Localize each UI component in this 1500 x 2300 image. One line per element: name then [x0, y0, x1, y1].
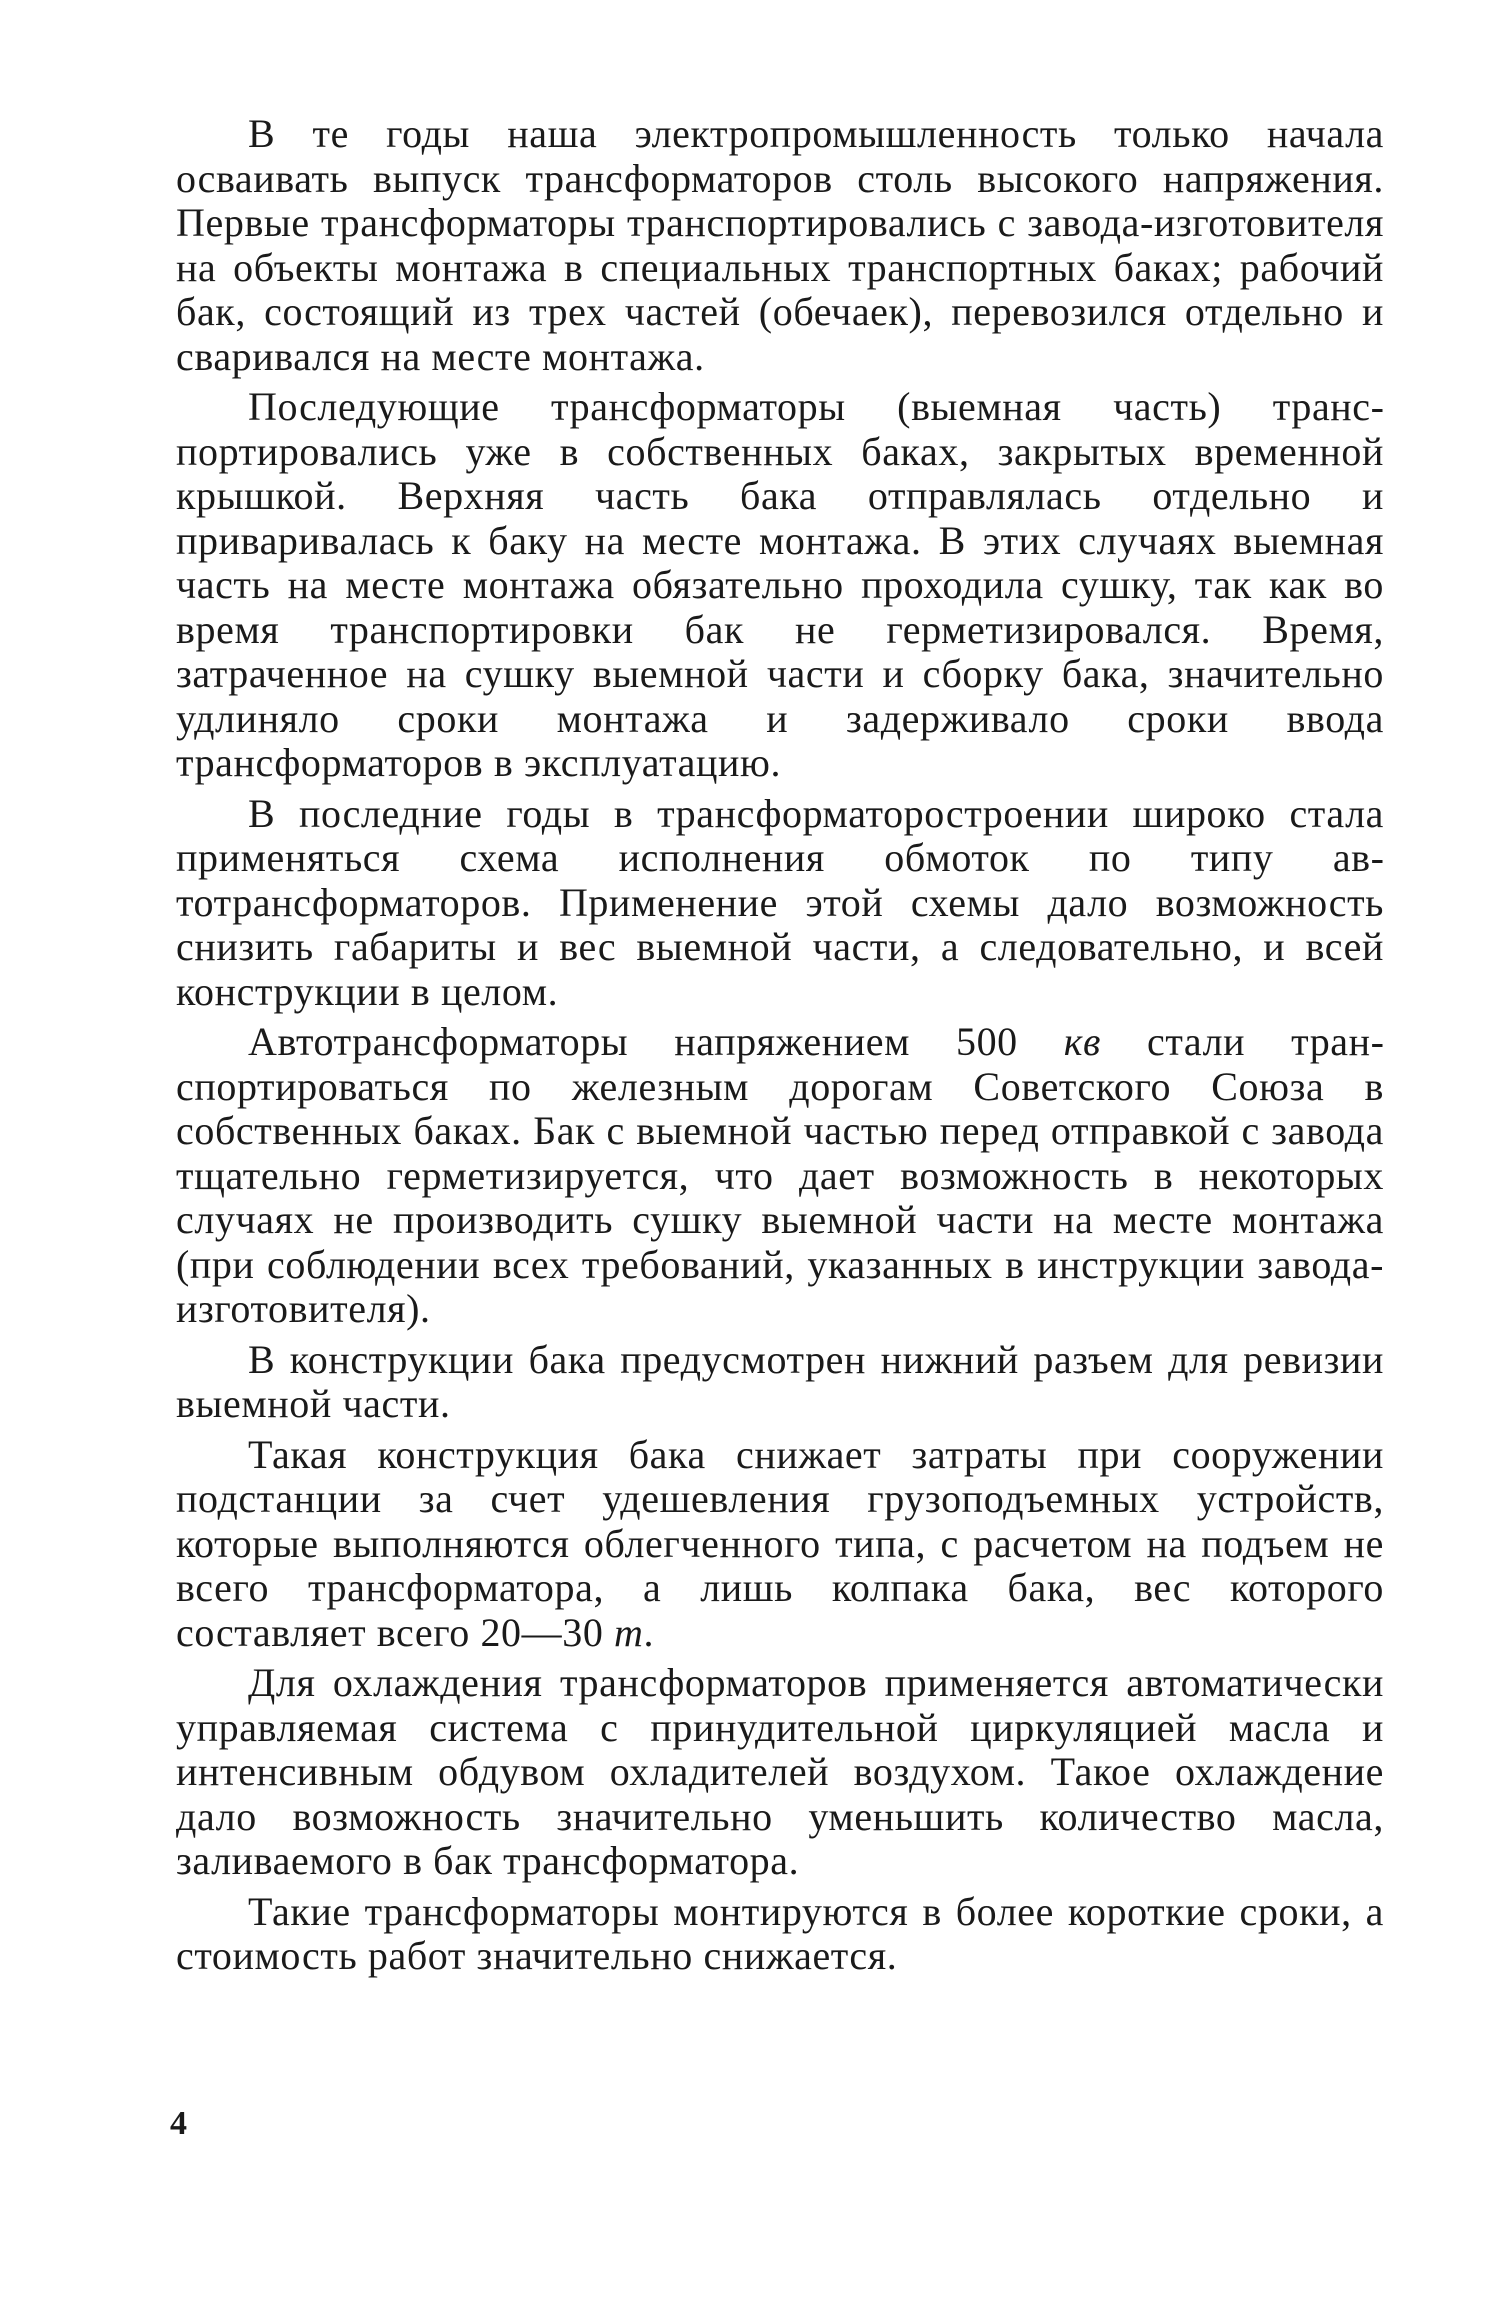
paragraph-7: Для охлаждения трансформаторов применяется автоматически управляемая система с принудительной циркуляцией масла и интенсивным обдувом охладителей воздухом. Такое охлаждение дало возможность значительно уменьшить количество масла, заливаемого в бак трансформатора.	[176, 1660, 1384, 1883]
page-body	[176, 112, 1384, 1985]
page-number: 4	[170, 2105, 187, 2142]
paragraph-5: В конструкции бака предусмотрен нижний разъем для ревизии выемной части.	[176, 1336, 1384, 1426]
paragraph-8: Такие трансформаторы монтируются в более короткие сроки, а стоимость работ значительно снижается.	[176, 1888, 1384, 1978]
paragraph-4-text-end: стали транспортироваться по железным дорогам Советского Союза в собственных баках. Бак с выемной частью перед отправкой с завода тщательно герметизируется, что дает возможность в некоторых случаях не производить сушку выемной части на месте монтажа (при соблюдении всех требований, указанных в инструкции завода-изготовителя).	[176, 1019, 1384, 1331]
unit-t: т	[614, 1609, 644, 1655]
paragraph-6-text-start: Такая конструкция бака снижает затраты при сооружении подстанции за счет удешевления грузоподъемных устройств, которые выполняются облегченного типа, с расчетом на подъем не всего трансформатора, а лишь колпака бака, вес которого составляет всего 20—30	[176, 1431, 1384, 1655]
paragraph-4	[176, 1020, 1384, 1332]
unit-kv: кв	[1063, 1019, 1102, 1064]
paragraph-4-text-start: Автотрансформаторы напряжением 500	[248, 1019, 1064, 1064]
paragraph-6-text-end: .	[643, 1609, 655, 1655]
paragraph-2: Последующие трансформаторы (выемная часть) транспортировались уже в собственных баках, закрытых временной крышкой. Верхняя часть бака отправлялась отдельно и приваривалась к баку на месте монтажа. В этих случаях выемная часть на месте монтажа обязательно проходила сушку, так как во время транспортировки бак не герметизировался. Время, затраченное на сушку выемной части и сборку бака, значительно удлиняло сроки монтажа и задерживало сроки ввода трансформаторов в эксплуатацию.	[176, 384, 1384, 785]
paragraph-1: В те годы наша электропромышленность только начала осваивать выпуск трансформаторов столь высокого напряжения. Первые трансформаторы транспортировались с завода-изготовителя на объекты монтажа в специальных транспортных баках; рабочий бак, состоящий из трех частей (обечаек), перевозился отдельно и сваривался на месте монтажа.	[176, 111, 1384, 379]
paragraph-6	[176, 1433, 1384, 1656]
paragraph-3: В последние годы в трансформаторостроении широко стала применяться схема исполнения обмоток по типу автотрансформаторов. Применение этой схемы дало возможность снизить габариты и вес выемной части, а следовательно, и всей конструкции в целом.	[176, 790, 1384, 1014]
